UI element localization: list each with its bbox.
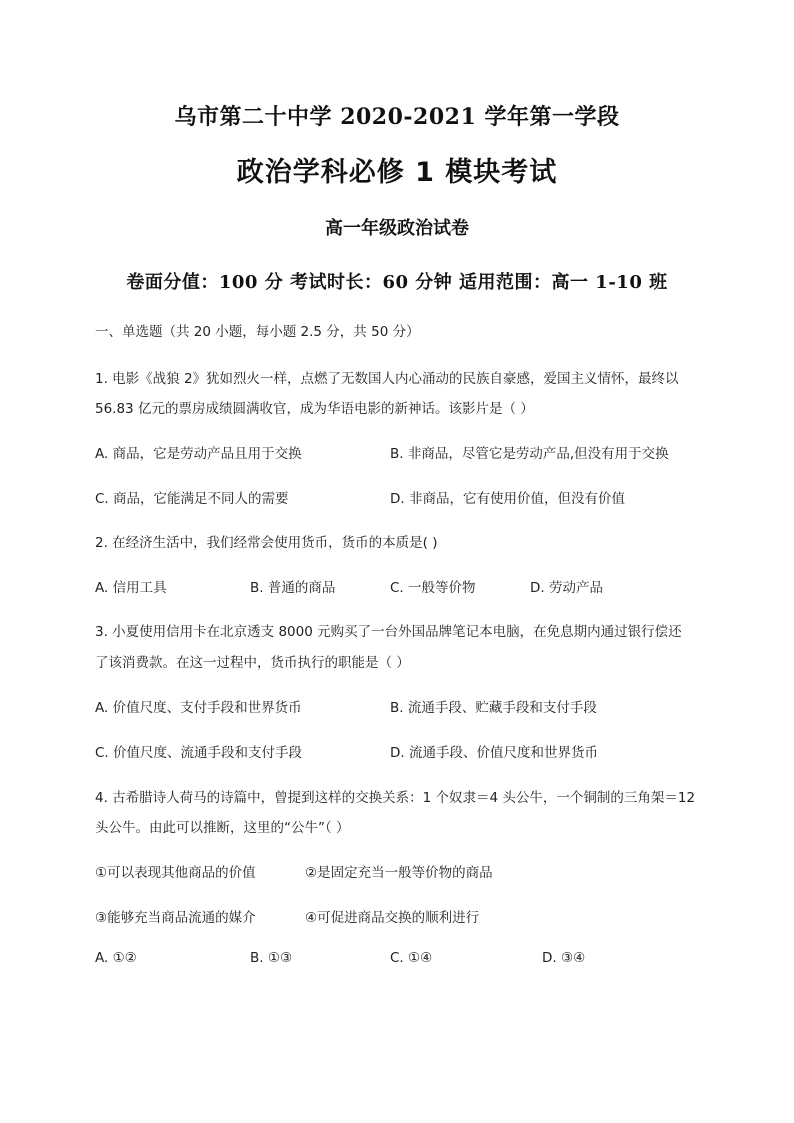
q3-option-c[interactable]: C. 价值尺度、流通手段和支付手段: [95, 745, 303, 761]
paper-title: 高一年级政治试卷: [325, 218, 469, 239]
section-heading: 一、单选题（共 20 小题，每小题 2.5 分，共 50 分）: [95, 324, 420, 340]
exam-info: 卷面分值：100 分 考试时长：60 分钟 适用范围：高一 1-10 班: [126, 272, 668, 293]
q2-stem-line-1: 2. 在经济生活中，我们经常会使用货币，货币的本质是( ): [95, 535, 438, 551]
q4-statement-3: ③能够充当商品流通的媒介: [95, 910, 256, 926]
q1-stem-line-1: 1. 电影《战狼 2》犹如烈火一样，点燃了无数国人内心涌动的民族自豪感，爱国主义情怀，最终以: [95, 371, 679, 387]
q1-option-a[interactable]: A. 商品，它是劳动产品且用于交换: [95, 446, 302, 462]
q2-option-a[interactable]: A. 信用工具: [95, 580, 167, 596]
q1-option-c[interactable]: C. 商品，它能满足不同人的需要: [95, 491, 289, 507]
q2-option-c[interactable]: C. 一般等价物: [390, 580, 476, 596]
q4-option-d[interactable]: D. ③④: [542, 950, 586, 966]
q4-option-b[interactable]: B. ①③: [250, 950, 293, 966]
q1-stem-line-2: 56.83 亿元的票房成绩圆满收官，成为华语电影的新神话。该影片是（ ）: [95, 401, 534, 417]
q3-option-a[interactable]: A. 价值尺度、支付手段和世界货币: [95, 700, 302, 716]
q2-option-b[interactable]: B. 普通的商品: [250, 580, 336, 596]
q1-option-b[interactable]: B. 非商品，尽管它是劳动产品,但没有用于交换: [390, 446, 669, 462]
q4-stem-line-1: 4. 古希腊诗人荷马的诗篇中，曾提到这样的交换关系：1 个奴隶＝4 头公牛，一个铜制的三角架＝12: [95, 790, 696, 806]
q4-option-a[interactable]: A. ①②: [95, 950, 137, 966]
q4-statement-4: ④可促进商品交换的顺利进行: [305, 910, 480, 926]
q3-option-d[interactable]: D. 流通手段、价值尺度和世界货币: [390, 745, 598, 761]
exam-title: 政治学科必修 1 模块考试: [236, 157, 558, 188]
school-line: 乌市第二十中学 2020-2021 学年第一学段: [174, 104, 620, 130]
q4-statement-1: ①可以表现其他商品的价值: [95, 865, 256, 881]
q4-statement-2: ②是固定充当一般等价物的商品: [305, 865, 493, 881]
q4-stem-line-2: 头公牛。由此可以推断，这里的“公牛”（ ）: [95, 820, 350, 836]
q3-option-b[interactable]: B. 流通手段、贮藏手段和支付手段: [390, 700, 597, 716]
q3-stem-line-1: 3. 小夏使用信用卡在北京透支 8000 元购买了一台外国品牌笔记本电脑，在免息期内通过银行偿还: [95, 624, 682, 640]
q2-option-d[interactable]: D. 劳动产品: [530, 580, 603, 596]
q3-stem-line-2: 了该消费款。在这一过程中，货币执行的职能是（ ）: [95, 655, 410, 671]
q1-option-d[interactable]: D. 非商品，它有使用价值，但没有价值: [390, 491, 625, 507]
q4-option-c[interactable]: C. ①④: [390, 950, 433, 966]
